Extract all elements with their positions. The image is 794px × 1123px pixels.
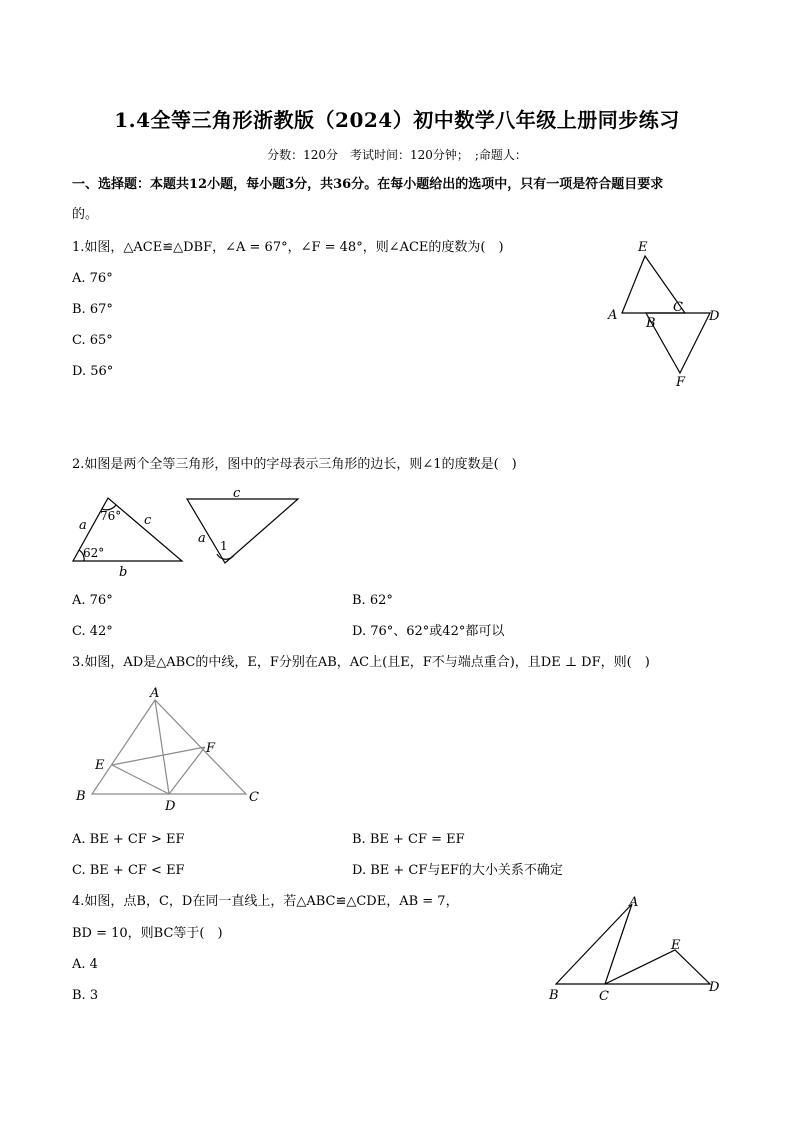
q3-option-c[interactable]: C. BE + CF < EF	[72, 863, 185, 878]
q2-stem: 2.如图是两个全等三角形，图中的字母表示三角形的边长，则∠1的度数是( )	[72, 457, 517, 472]
q2-angle-1: 1	[220, 539, 228, 553]
q2-angle-62: 62°	[83, 546, 105, 560]
section-heading-line1: 一、选择题：本题共12小题，每小题3分，共36分。在每小题给出的选项中，只有一项是符合题目要求	[72, 177, 664, 192]
q1-label-a: A	[608, 308, 618, 323]
q3-option-d[interactable]: D. BE + CF与EF的大小关系不确定	[352, 863, 563, 878]
q3-triangle-abc	[92, 700, 246, 794]
q4-triangle-cde	[605, 950, 710, 984]
exam-meta: 分数：120分 考试时间：120分钟； ;命题人：	[267, 148, 527, 162]
q4-option-b[interactable]: B. 3	[72, 988, 99, 1003]
q4-label-a: A	[629, 895, 639, 910]
q2-label-a: a	[79, 518, 87, 533]
q1-option-d[interactable]: D. 56°	[72, 364, 114, 379]
page-title: 1.4全等三角形浙教版（2024）初中数学八年级上册同步练习	[114, 108, 680, 132]
q3-segment-ed	[112, 765, 169, 794]
q2-option-a[interactable]: A. 76°	[72, 593, 113, 608]
q4-label-b: B	[549, 988, 559, 1003]
q1-label-d: D	[709, 309, 720, 324]
q3-option-a[interactable]: A. BE + CF > EF	[72, 832, 185, 847]
q2-label-c: c	[144, 513, 152, 528]
q1-figure	[600, 236, 730, 391]
q3-option-b[interactable]: B. BE + CF = EF	[352, 832, 465, 847]
q2-figure	[60, 484, 320, 584]
q1-stem: 1.如图，△ACE≌△DBF，∠A = 67°，∠F = 48°，则∠ACE的度数为( )	[72, 240, 504, 255]
q1-triangle-dbf	[646, 313, 710, 373]
q3-label-c: C	[249, 790, 259, 805]
q1-label-b: B	[646, 316, 656, 331]
q1-label-f: F	[676, 375, 686, 390]
q2-option-c[interactable]: C. 42°	[72, 624, 113, 639]
q3-figure	[70, 684, 270, 814]
q4-stem-line1: 4.如图，点B，C，D在同一直线上，若△ABC≌△CDE，AB = 7，	[72, 894, 459, 909]
q4-label-d: D	[709, 980, 720, 995]
q4-option-a[interactable]: A. 4	[72, 957, 98, 972]
q3-stem: 3.如图，AD是△ABC的中线，E，F分别在AB，AC上(且E，F不与端点重合)，且DE ⊥ DF，则( )	[72, 655, 650, 670]
q1-option-b[interactable]: B. 67°	[72, 302, 113, 317]
q4-stem-line2: BD = 10，则BC等于( )	[72, 926, 223, 941]
q2-option-b[interactable]: B. 62°	[352, 593, 393, 608]
q3-label-b: B	[76, 789, 86, 804]
q2-angle-76: 76°	[100, 509, 122, 523]
q1-label-e: E	[638, 240, 648, 255]
q1-label-c: C	[673, 300, 683, 315]
q4-label-e: E	[671, 938, 681, 953]
q2-label-c2: c	[233, 486, 241, 501]
q2-label-b: b	[119, 565, 128, 580]
q3-segment-fd	[169, 747, 205, 794]
q3-label-a: A	[150, 686, 160, 701]
q2-option-d[interactable]: D. 76°、62°或42°都可以	[352, 624, 505, 639]
q1-option-a[interactable]: A. 76°	[72, 271, 113, 286]
q4-triangle-abc	[556, 904, 632, 984]
q3-label-f: F	[206, 741, 216, 756]
q3-label-d: D	[165, 799, 176, 814]
q4-label-c: C	[599, 989, 609, 1004]
q4-figure	[540, 892, 730, 1012]
q3-segment-ef	[112, 747, 205, 765]
section-heading-line2: 的。	[72, 207, 99, 222]
q3-label-e: E	[95, 758, 105, 773]
q2-label-a2: a	[198, 531, 206, 546]
q3-median-ad	[155, 700, 169, 794]
q1-option-c[interactable]: C. 65°	[72, 333, 113, 348]
